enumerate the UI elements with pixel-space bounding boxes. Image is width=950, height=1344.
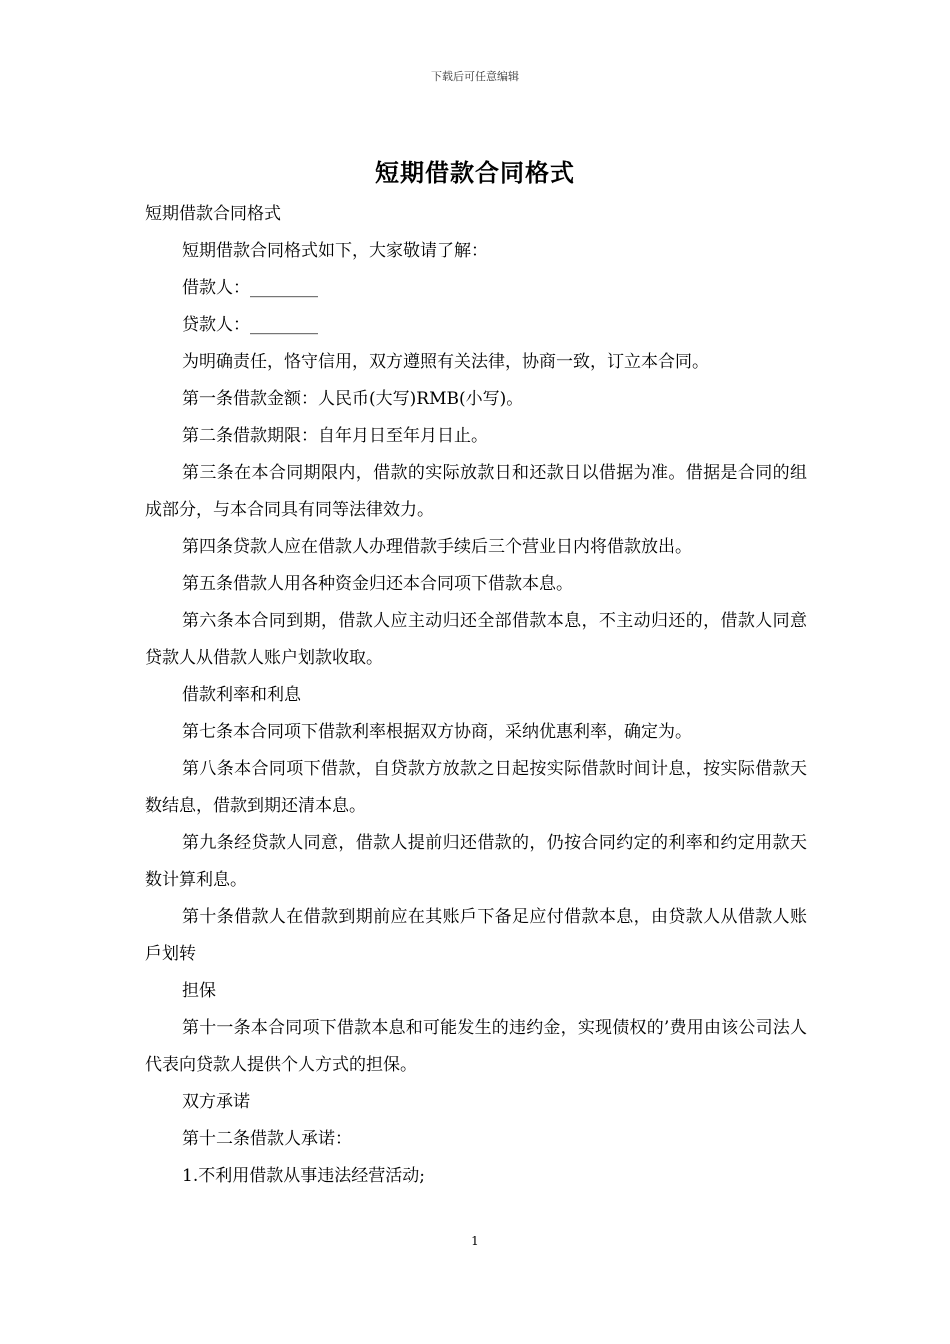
paragraph: 第五条借款人用各种资金归还本合同项下借款本息。 bbox=[182, 574, 573, 594]
paragraph: 短期借款合同格式 bbox=[145, 204, 281, 224]
paragraph: 第十一条本合同项下借款本息和可能发生的违约金，实现债权的’费用由该公司法人代表向贷款人提供个人方式的担保。 bbox=[145, 1018, 807, 1075]
page-number: 1 bbox=[471, 1234, 479, 1248]
paragraph: 双方承诺 bbox=[182, 1092, 250, 1112]
paragraph: 第六条本合同到期，借款人应主动归还全部借款本息，不主动归还的，借款人同意贷款人从借款人账户划款收取。 bbox=[145, 611, 807, 668]
paragraph: 第一条借款金额：人民币(大写)RMB(小写)。 bbox=[182, 389, 524, 409]
paragraph: 1.不利用借款从事违法经营活动; bbox=[182, 1166, 425, 1186]
paragraph: 短期借款合同格式如下，大家敬请了解： bbox=[182, 241, 488, 261]
paragraph: 第十条借款人在借款到期前应在其账戶下备足应付借款本息，由贷款人从借款人账戶划转 bbox=[145, 907, 807, 964]
paragraph: 第九条经贷款人同意，借款人提前归还借款的，仍按合同约定的利率和约定用款天数计算利息。 bbox=[145, 833, 807, 890]
paragraph: 第七条本合同项下借款利率根据双方协商，采纳优惠利率，确定为。 bbox=[182, 722, 692, 742]
paragraph: 借款人：________ bbox=[182, 278, 318, 298]
paragraph: 担保 bbox=[182, 981, 216, 1001]
document-body bbox=[145, 196, 807, 1195]
paragraph: 借款利率和利息 bbox=[182, 685, 301, 705]
paragraph: 第二条借款期限：自年月日至年月日止。 bbox=[182, 426, 488, 446]
document-title: 短期借款合同格式 bbox=[375, 158, 575, 187]
paragraph: 为明确责任，恪守信用，双方遵照有关法律，协商一致，订立本合同。 bbox=[182, 352, 709, 372]
paragraph: 第八条本合同项下借款，自贷款方放款之日起按实际借款时间计息，按实际借款天数结息，借款到期还清本息。 bbox=[145, 759, 807, 816]
paragraph: 第十二条借款人承诺： bbox=[182, 1129, 352, 1149]
paragraph: 第四条贷款人应在借款人办理借款手续后三个营业日内将借款放出。 bbox=[182, 537, 692, 557]
paragraph: 第三条在本合同期限内，借款的实际放款日和还款日以借据为准。借据是合同的组成部分，与本合同具有同等法律效力。 bbox=[145, 463, 807, 520]
header-note: 下载后可任意编辑 bbox=[431, 70, 519, 83]
paragraph: 贷款人：________ bbox=[182, 315, 318, 335]
